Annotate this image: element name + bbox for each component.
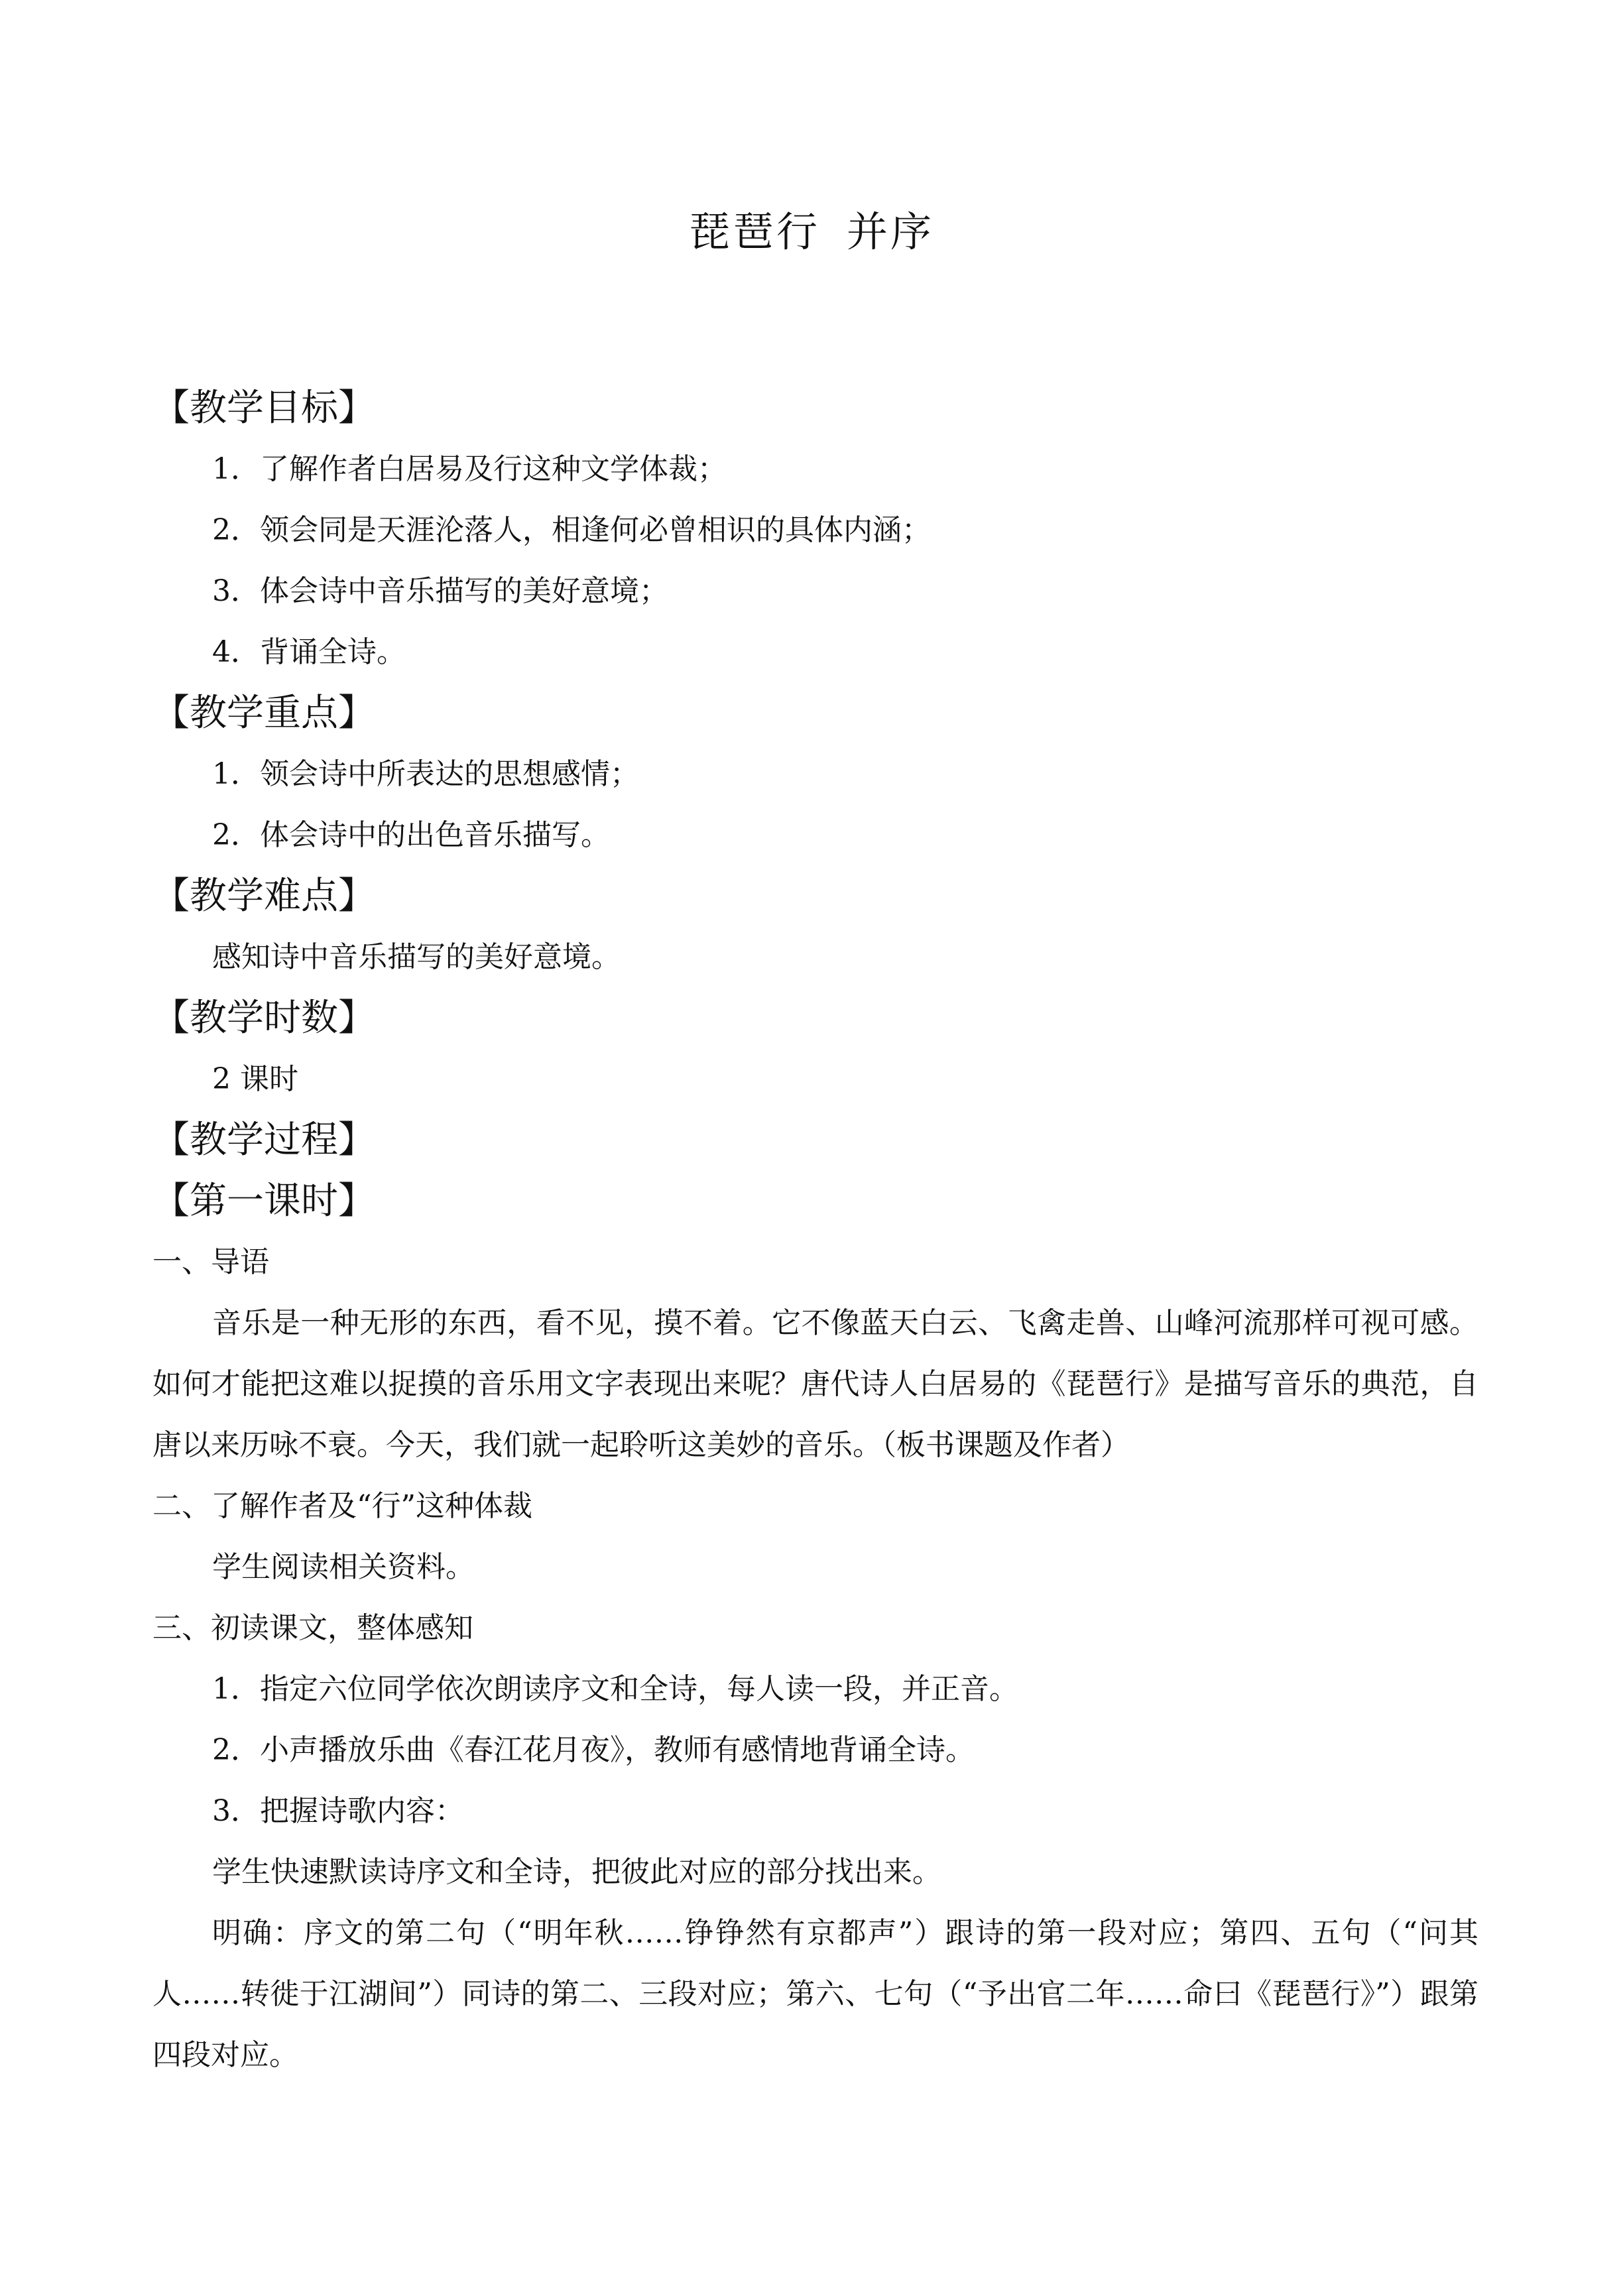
key-point-item: 1．领会诗中所表达的思想感情； [212, 757, 639, 791]
heading-lesson-1: 【第一课时】 [152, 1179, 375, 1223]
document-title [0, 199, 1623, 258]
goal-item: 4．背诵全诗。 [212, 635, 406, 669]
heading-process: 【教学过程】 [152, 1118, 375, 1162]
part-2-text: 学生阅读相关资料。 [212, 1550, 475, 1584]
heading-key-points: 【教学重点】 [152, 692, 375, 735]
heading-hours: 【教学时数】 [152, 997, 375, 1040]
heading-difficulties: 【教学难点】 [152, 875, 375, 918]
part-1-title: 一、导语 [152, 1245, 269, 1279]
title-sub: 并序 [847, 208, 935, 256]
document-body [152, 378, 1478, 2086]
difficulties-text: 感知诗中音乐描写的美好意境。 [212, 940, 621, 974]
goal-item: 1．了解作者白居易及行这种文学体裁； [212, 452, 727, 486]
heading-goals: 【教学目标】 [152, 387, 375, 430]
part-3-item: 1．指定六位同学依次朗读序文和全诗，每人读一段，并正音。 [212, 1672, 1018, 1706]
part-1-text: 音乐是一种无形的东西，看不见，摸不着。它不像蓝天白云、飞禽走兽、山峰河流那样可视可感。如何才能把这难以捉摸的音乐用文字表现出来呢？唐代诗人白居易的《琵琶行》是描写音乐的典范，自唐以来历咏不衰。今天，我们就一起聆听这美妙的音乐。（板书课题及作者） [152, 1306, 1478, 1462]
part-3-title: 三、初读课文，整体感知 [152, 1611, 473, 1645]
part-3-item: 2．小声播放乐曲《春江花月夜》，教师有感情地背诵全诗。 [212, 1733, 975, 1767]
part-3-text-1: 学生快速默读诗序文和全诗，把彼此对应的部分找出来。 [212, 1855, 941, 1889]
goal-item: 2．领会同是天涯沦落人，相逢何必曾相识的具体内涵； [212, 513, 931, 547]
part-3-item: 3．把握诗歌内容： [212, 1794, 464, 1828]
hours-text: 2 课时 [212, 1062, 298, 1096]
key-point-item: 2．体会诗中的出色音乐描写。 [212, 818, 610, 852]
title-main: 琵琶行 [688, 208, 820, 256]
goal-item: 3．体会诗中音乐描写的美好意境； [212, 574, 668, 608]
part-2-title: 二、了解作者及“行”这种体裁 [152, 1489, 532, 1523]
part-3-text-2: 明确：序文的第二句（“明年秋……铮铮然有京都声”）跟诗的第一段对应；第四、五句（“问其人……转徙于江湖间”）同诗的第二、三段对应；第六、七句（“予出官二年……命曰《琵琶行》”）跟第四段对应。 [152, 1916, 1478, 2072]
